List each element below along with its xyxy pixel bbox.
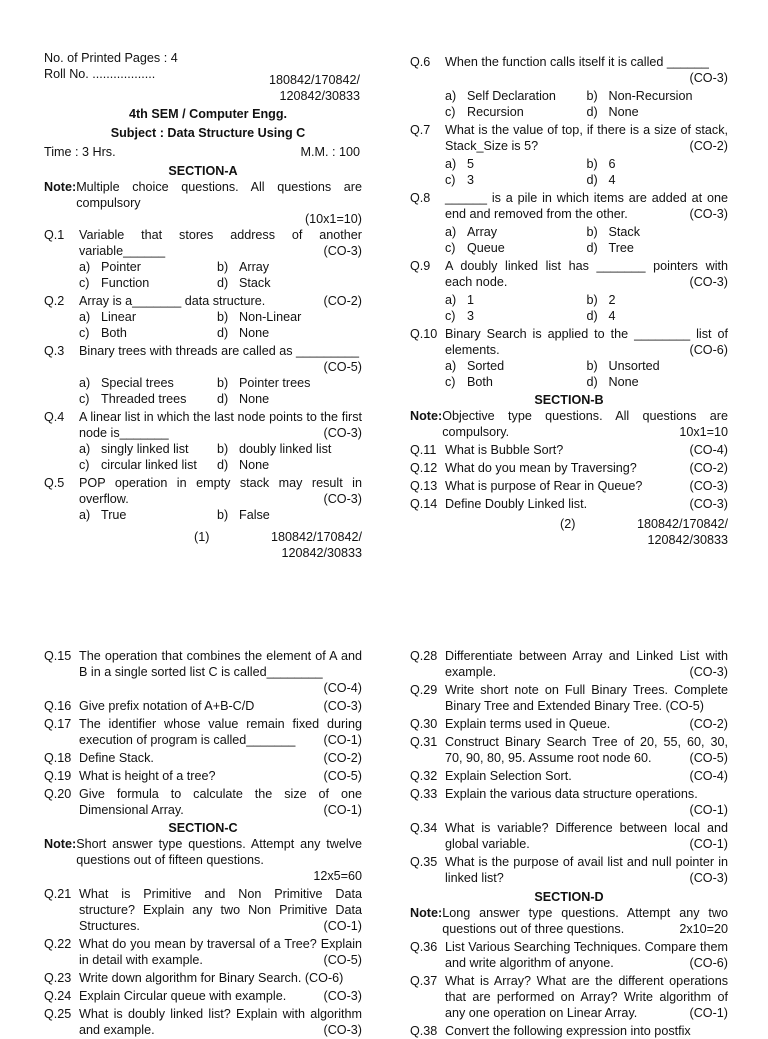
question-number: Q.31 — [410, 735, 438, 749]
co-tag: (CO-1) — [689, 803, 728, 817]
option-b: b) Unsorted — [586, 359, 660, 373]
footer-code-line2: 120842/30833 — [281, 546, 362, 560]
question-25 — [44, 1006, 362, 1038]
co-tag: (CO-6) — [689, 956, 728, 970]
question-text-wrap — [445, 460, 728, 476]
question-number: Q.33 — [410, 787, 438, 801]
question-text: Convert the following expression into postfix — [445, 1024, 691, 1038]
question-number: Q.13 — [410, 479, 438, 493]
question-10 — [410, 326, 728, 358]
question-text-wrap — [445, 939, 728, 971]
question-number: Q.4 — [44, 410, 65, 424]
note-text-wrap — [76, 836, 362, 884]
question-text-wrap — [445, 54, 728, 86]
max-marks: M.M. : 100 — [300, 145, 360, 159]
question-5 — [44, 475, 362, 507]
question-number: Q.28 — [410, 649, 438, 663]
question-15 — [44, 648, 362, 696]
question-number: Q.12 — [410, 461, 438, 475]
question-text: A doubly linked list has _______ pointers with each node. — [445, 259, 728, 289]
co-tag: (CO-3) — [323, 699, 362, 713]
option-a: a) Pointer — [79, 260, 141, 274]
question-number: Q.29 — [410, 683, 438, 697]
question-text-wrap — [79, 409, 362, 441]
question-9 — [410, 258, 728, 290]
question-text: Variable that stores address of another variable______ — [79, 228, 362, 258]
option-a: a) True — [79, 508, 127, 522]
question-text: Write down algorithm for Binary Search. — [79, 971, 302, 985]
option-c: c) Queue — [445, 241, 505, 255]
co-tag: (CO-3) — [323, 1023, 362, 1037]
question-text: ______ is a pile in which items are added at one end and removed from the other. — [445, 191, 728, 221]
question-text-wrap — [79, 293, 362, 309]
question-5-options — [44, 507, 362, 523]
question-number: Q.22 — [44, 937, 72, 951]
question-text-wrap — [79, 768, 362, 784]
option-c: c) Recursion — [445, 105, 524, 119]
question-number: Q.1 — [44, 228, 65, 242]
note-marks: 10x1=10 — [679, 425, 728, 439]
question-number: Q.8 — [410, 191, 431, 205]
co-tag: (CO-4) — [689, 443, 728, 457]
question-text-wrap — [445, 820, 728, 852]
co-tag: (CO-3) — [689, 479, 728, 493]
question-text-wrap — [79, 716, 362, 748]
co-tag: (CO-3) — [323, 492, 362, 506]
option-b: b) Non-Linear — [217, 310, 302, 324]
co-tag: (CO-1) — [323, 803, 362, 817]
question-number: Q.10 — [410, 327, 438, 341]
question-text-wrap — [79, 475, 362, 507]
option-d: d) None — [217, 326, 270, 340]
paper-code-line2: 120842/30833 — [279, 89, 360, 103]
co-tag: (CO-4) — [689, 769, 728, 783]
question-4-options — [44, 441, 362, 473]
question-number: Q.15 — [44, 649, 72, 663]
section-c-title: SECTION-C — [168, 821, 238, 835]
question-text: Explain Circular queue with example. — [79, 989, 287, 1003]
section-b-title: SECTION-B — [534, 393, 604, 407]
question-text-wrap — [79, 1006, 362, 1038]
question-text: Differentiate between Array and Linked List with example. — [445, 649, 728, 679]
question-number: Q.16 — [44, 699, 72, 713]
question-number: Q.6 — [410, 55, 431, 69]
footer-code-line1: 180842/170842/ — [270, 530, 362, 544]
co-tag: (CO-1) — [689, 1006, 728, 1020]
note-label: Note: — [44, 837, 77, 851]
question-21 — [44, 886, 362, 934]
co-tag: (CO-2) — [689, 717, 728, 731]
option-a: a) 1 — [445, 293, 475, 307]
page-number: (2) — [560, 517, 576, 531]
question-text-wrap — [79, 936, 362, 968]
note-text: Short answer type questions. Attempt any twelve questions out of fifteen questions. — [76, 837, 362, 867]
note-text-wrap — [442, 905, 728, 937]
option-d: d) 4 — [586, 309, 616, 323]
question-14 — [410, 496, 728, 512]
note-label: Note: — [410, 409, 443, 423]
question-number: Q.19 — [44, 769, 72, 783]
question-2-options — [44, 309, 362, 341]
page-3 — [44, 648, 362, 1037]
option-c: c) Threaded trees — [79, 392, 187, 406]
question-4 — [44, 409, 362, 441]
question-text: What is Bubble Sort? — [445, 443, 564, 457]
question-7-options — [410, 156, 728, 188]
question-text: What is the purpose of avail list and null pointer in linked list? — [445, 855, 728, 885]
question-text: What do you mean by traversal of a Tree? Explain in detail with example. — [79, 937, 362, 967]
question-text: Explain terms used in Queue. — [445, 717, 611, 731]
question-text: Give prefix notation of A+B-C/D — [79, 699, 255, 713]
note-marks: 2x10=20 — [679, 922, 728, 936]
page-header — [44, 50, 362, 103]
question-number: Q.34 — [410, 821, 438, 835]
question-text: Define Doubly Linked list. — [445, 497, 588, 511]
question-text: What is Primitive and Non Primitive Data structure? Explain any two Non Primitive Data Structures. — [79, 887, 362, 933]
question-36 — [410, 939, 728, 971]
question-text-wrap — [445, 973, 728, 1021]
question-6-options — [410, 88, 728, 120]
co-tag: (CO-1) — [323, 919, 362, 933]
question-text-wrap — [445, 258, 728, 290]
question-text-wrap — [445, 648, 728, 680]
question-23 — [44, 970, 362, 986]
question-number: Q.18 — [44, 751, 72, 765]
co-tag: (CO-3) — [689, 871, 728, 885]
co-tag: (CO-5) — [323, 953, 362, 967]
question-number: Q.37 — [410, 974, 438, 988]
printed-pages: No. of Printed Pages : 4 — [44, 51, 178, 65]
question-number: Q.25 — [44, 1007, 72, 1021]
question-text: What is the value of top, if there is a size of stack, Stack_Size is 5? — [445, 123, 728, 153]
question-13 — [410, 478, 728, 494]
question-text-wrap — [79, 227, 362, 259]
option-b: b) 6 — [586, 157, 616, 171]
co-tag: (CO-5) — [689, 751, 728, 765]
question-34 — [410, 820, 728, 852]
page-1 — [44, 50, 362, 570]
option-a: a) Special trees — [79, 376, 174, 390]
question-number: Q.20 — [44, 787, 72, 801]
question-text-wrap — [445, 682, 728, 714]
co-tag: (CO-3) — [689, 275, 728, 289]
question-text: List Various Searching Techniques. Compare them and write algorithm of anyone. — [445, 940, 728, 970]
option-b: b) 2 — [586, 293, 616, 307]
question-number: Q.32 — [410, 769, 438, 783]
section-a-title: SECTION-A — [168, 164, 238, 178]
question-number: Q.30 — [410, 717, 438, 731]
time-marks-row — [44, 144, 362, 160]
co-tag: (CO-3) — [689, 497, 728, 511]
option-a: a) Sorted — [445, 359, 505, 373]
option-a: a) 5 — [445, 157, 475, 171]
footer-codes — [271, 529, 362, 561]
option-b: b) doubly linked list — [217, 442, 332, 456]
option-a: a) Self Declaration — [445, 89, 556, 103]
option-c: c) Both — [79, 326, 127, 340]
option-d: d) None — [217, 392, 270, 406]
note-text: Objective type questions. All questions are compulsory. — [442, 409, 728, 439]
question-text-wrap — [79, 698, 362, 714]
question-text-wrap — [79, 648, 362, 696]
co-tag: (CO-2) — [689, 461, 728, 475]
option-c: c) circular linked list — [79, 458, 197, 472]
option-b: b) Non-Recursion — [586, 89, 693, 103]
question-text: Binary trees with threads are called as _________ — [79, 344, 360, 358]
question-number: Q.2 — [44, 294, 65, 308]
section-b-note — [410, 408, 728, 440]
option-d: d) None — [586, 375, 639, 389]
question-text-wrap — [445, 478, 728, 494]
question-text: What is doubly linked list? Explain with algorithm and example. — [79, 1007, 362, 1037]
question-text-wrap — [79, 750, 362, 766]
footer-code-line2: 120842/30833 — [647, 533, 728, 547]
note-text-wrap — [442, 408, 728, 440]
question-38 — [410, 1023, 728, 1039]
question-text-wrap — [445, 786, 728, 818]
page-2 — [410, 54, 728, 564]
question-32 — [410, 768, 728, 784]
roll-no: Roll No. .................. — [44, 67, 156, 81]
question-number: Q.14 — [410, 497, 438, 511]
section-d-note — [410, 905, 728, 937]
question-number: Q.23 — [44, 971, 72, 985]
question-6 — [410, 54, 728, 86]
question-text-wrap — [445, 854, 728, 886]
question-number: Q.17 — [44, 717, 72, 731]
note-label: Note: — [410, 906, 443, 920]
co-tag: (CO-5) — [323, 769, 362, 783]
question-12 — [410, 460, 728, 476]
section-a-note — [44, 179, 362, 227]
section-c-note — [44, 836, 362, 884]
page-number: (1) — [194, 530, 210, 544]
question-text: A linear list in which the last node points to the first node is_______ — [79, 410, 362, 440]
question-number: Q.5 — [44, 476, 65, 490]
option-a: a) singly linked list — [79, 442, 189, 456]
question-text: Explain Selection Sort. — [445, 769, 572, 783]
option-d: d) 4 — [586, 173, 616, 187]
question-number: Q.21 — [44, 887, 72, 901]
question-text-wrap — [79, 988, 362, 1004]
question-3-options — [44, 375, 362, 407]
co-tag: (CO-2) — [323, 294, 362, 308]
question-text: The identifier whose value remain fixed during execution of program is called_______ — [79, 717, 362, 747]
question-8 — [410, 190, 728, 222]
question-3 — [44, 343, 362, 375]
question-text: What is variable? Difference between local and global variable. — [445, 821, 728, 851]
question-text: What is height of a tree? — [79, 769, 216, 783]
question-number: Q.35 — [410, 855, 438, 869]
footer-code-line1: 180842/170842/ — [636, 517, 728, 531]
co-tag: (CO-3) — [323, 244, 362, 258]
note-text: Multiple choice questions. All questions are compulsory — [76, 180, 362, 210]
note-marks: (10x1=10) — [304, 212, 362, 226]
question-17 — [44, 716, 362, 748]
co-tag: (CO-5) — [665, 699, 704, 713]
option-b: b) Stack — [586, 225, 640, 239]
question-text-wrap — [445, 768, 728, 784]
co-tag: (CO-3) — [323, 426, 362, 440]
note-text-wrap — [76, 179, 362, 227]
question-text: What is Array? What are the different operations that are performed on Array? Write algorithm of any one operation on Linear Array. — [445, 974, 728, 1020]
page-4 — [410, 648, 728, 1038]
time: Time : 3 Hrs. — [44, 145, 116, 159]
question-31 — [410, 734, 728, 766]
question-16 — [44, 698, 362, 714]
option-d: d) None — [586, 105, 639, 119]
question-text: When the function calls itself it is called ______ — [445, 55, 709, 69]
question-19 — [44, 768, 362, 784]
subject: Subject : Data Structure Using C — [110, 126, 306, 140]
option-c: c) 3 — [445, 173, 475, 187]
semester: 4th SEM / Computer Engg. — [128, 107, 288, 121]
option-b: b) Array — [217, 260, 270, 274]
option-a: a) Linear — [79, 310, 137, 324]
co-tag: (CO-3) — [323, 989, 362, 1003]
question-text: Binary Search is applied to the ________ list of elements. — [445, 327, 728, 357]
question-33 — [410, 786, 728, 818]
note-label: Note: — [44, 180, 77, 194]
question-2 — [44, 293, 362, 309]
question-text-wrap — [79, 886, 362, 934]
question-text-wrap — [445, 122, 728, 154]
question-text-wrap — [445, 190, 728, 222]
co-tag: (CO-5) — [323, 360, 362, 374]
question-text: The operation that combines the element of A and B in a single sorted list C is called________ — [79, 649, 362, 679]
co-tag: (CO-1) — [323, 733, 362, 747]
question-text: Give formula to calculate the size of one Dimensional Array. — [79, 787, 362, 817]
question-text: Write short note on Full Binary Trees. Complete Binary Tree and Extended Binary Tree. — [445, 683, 728, 713]
question-text-wrap — [79, 343, 362, 375]
question-text: Define Stack. — [79, 751, 154, 765]
question-number: Q.11 — [410, 443, 437, 457]
question-text-wrap — [445, 716, 728, 732]
question-1-options — [44, 259, 362, 291]
question-text-wrap — [79, 786, 362, 818]
co-tag: (CO-1) — [689, 837, 728, 851]
question-text-wrap — [445, 734, 728, 766]
co-tag: (CO-2) — [689, 139, 728, 153]
page-2-footer — [410, 516, 728, 548]
question-number: Q.9 — [410, 259, 431, 273]
question-30 — [410, 716, 728, 732]
option-d: d) Tree — [586, 241, 634, 255]
co-tag: (CO-3) — [689, 665, 728, 679]
question-35 — [410, 854, 728, 886]
footer-codes — [637, 516, 728, 548]
question-24 — [44, 988, 362, 1004]
question-text-wrap — [445, 496, 728, 512]
question-37 — [410, 973, 728, 1021]
option-c: c) Both — [445, 375, 493, 389]
co-tag: (CO-6) — [689, 343, 728, 357]
question-10-options — [410, 358, 728, 390]
question-text-wrap — [445, 326, 728, 358]
question-text: Explain the various data structure operations. — [445, 787, 698, 801]
co-tag: (CO-2) — [323, 751, 362, 765]
paper-codes — [250, 72, 360, 104]
option-c: c) Function — [79, 276, 150, 290]
option-c: c) 3 — [445, 309, 475, 323]
question-number: Q.3 — [44, 344, 65, 358]
option-d: d) Stack — [217, 276, 271, 290]
question-18 — [44, 750, 362, 766]
option-b: b) Pointer trees — [217, 376, 311, 390]
question-text-wrap — [445, 1023, 728, 1039]
question-text: What is purpose of Rear in Queue? — [445, 479, 643, 493]
question-text-wrap — [445, 442, 728, 458]
question-1 — [44, 227, 362, 259]
option-a: a) Array — [445, 225, 498, 239]
question-7 — [410, 122, 728, 154]
question-20 — [44, 786, 362, 818]
question-number: Q.36 — [410, 940, 438, 954]
question-text-wrap — [79, 970, 362, 986]
note-marks: 12x5=60 — [313, 869, 362, 883]
question-29 — [410, 682, 728, 714]
question-28 — [410, 648, 728, 680]
section-d-title: SECTION-D — [534, 890, 604, 904]
co-tag: (CO-3) — [689, 207, 728, 221]
question-8-options — [410, 224, 728, 256]
question-11 — [410, 442, 728, 458]
question-number: Q.7 — [410, 123, 431, 137]
question-text: POP operation in empty stack may result in overflow. — [79, 476, 362, 506]
question-text: Array is a_______ data structure. — [79, 294, 266, 308]
note-text: Long answer type questions. Attempt any two questions out of three questions. — [442, 906, 728, 936]
question-text: What do you mean by Traversing? — [445, 461, 637, 475]
paper-code-line1: 180842/170842/ — [268, 73, 360, 87]
option-d: d) None — [217, 458, 270, 472]
question-number: Q.24 — [44, 989, 72, 1003]
page-1-footer — [44, 529, 362, 561]
option-b: b) False — [217, 508, 270, 522]
co-tag: (CO-4) — [323, 681, 362, 695]
co-tag: (CO-6) — [304, 971, 344, 985]
co-tag: (CO-3) — [689, 71, 728, 85]
question-22 — [44, 936, 362, 968]
question-9-options — [410, 292, 728, 324]
question-text: Construct Binary Search Tree of 20, 55, 60, 30, 70, 90, 80, 95. Assume root node 60. — [445, 735, 728, 765]
question-number: Q.38 — [410, 1024, 438, 1038]
